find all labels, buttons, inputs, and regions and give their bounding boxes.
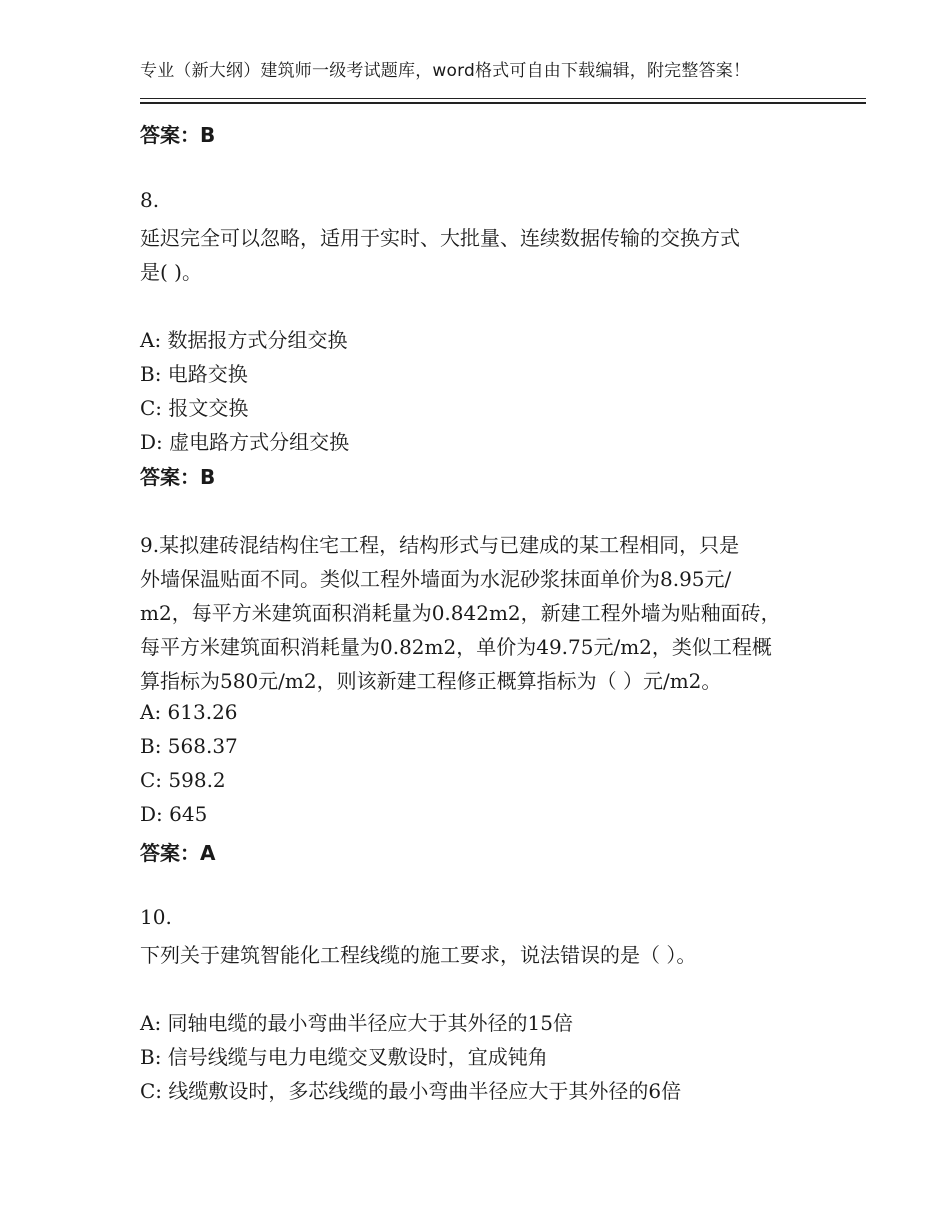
q8-number: 8. [140, 188, 160, 212]
q8-stem-line2: 是( )。 [140, 260, 202, 284]
q10-option-a: A: 同轴电缆的最小弯曲半径应大于其外径的15倍 [140, 1011, 573, 1035]
page-header: 专业（新大纲）建筑师一级考试题库，word格式可自由下载编辑，附完整答案！ [140, 61, 751, 81]
q10-stem: 下列关于建筑智能化工程线缆的施工要求，说法错误的是（ ）。 [140, 943, 697, 967]
q9-stem-line4: 每平方米建筑面积消耗量为0.82m2，单价为49.75元/m2，类似工程概 [140, 635, 772, 659]
q8-stem-line1: 延迟完全可以忽略，适用于实时、大批量、连续数据传输的交换方式 [140, 226, 740, 250]
q10-number: 10. [140, 905, 172, 929]
q8-option-a: A: 数据报方式分组交换 [140, 328, 348, 352]
header-divider-thin [140, 98, 866, 99]
q8-option-c: C: 报文交换 [140, 396, 249, 420]
q9-stem-line3: m2，每平方米建筑面积消耗量为0.842m2，新建工程外墙为贴釉面砖， [140, 601, 781, 625]
q10-option-c: C: 线缆敷设时，多芯线缆的最小弯曲半径应大于其外径的6倍 [140, 1079, 682, 1103]
q8-answer: 答案：B [140, 465, 216, 489]
q9-option-b: B: 568.37 [140, 734, 238, 758]
q10-option-b: B: 信号线缆与电力电缆交叉敷设时，宜成钝角 [140, 1045, 548, 1069]
header-divider-thick [140, 102, 866, 104]
q9-stem-line2: 外墙保温贴面不同。类似工程外墙面为水泥砂浆抹面单价为8.95元/ [140, 567, 732, 591]
q9-stem-line5: 算指标为580元/m2，则该新建工程修正概算指标为（ ）元/m2。 [140, 669, 722, 693]
q9-option-a: A: 613.26 [140, 700, 238, 724]
q8-option-d: D: 虚电路方式分组交换 [140, 430, 350, 454]
previous-answer: 答案：B [140, 123, 216, 147]
q9-stem-line1: 9.某拟建砖混结构住宅工程，结构形式与已建成的某工程相同，只是 [140, 533, 740, 557]
q9-option-d: D: 645 [140, 802, 208, 826]
q9-answer: 答案：A [140, 841, 216, 865]
q9-option-c: C: 598.2 [140, 768, 226, 792]
q8-option-b: B: 电路交换 [140, 362, 248, 386]
